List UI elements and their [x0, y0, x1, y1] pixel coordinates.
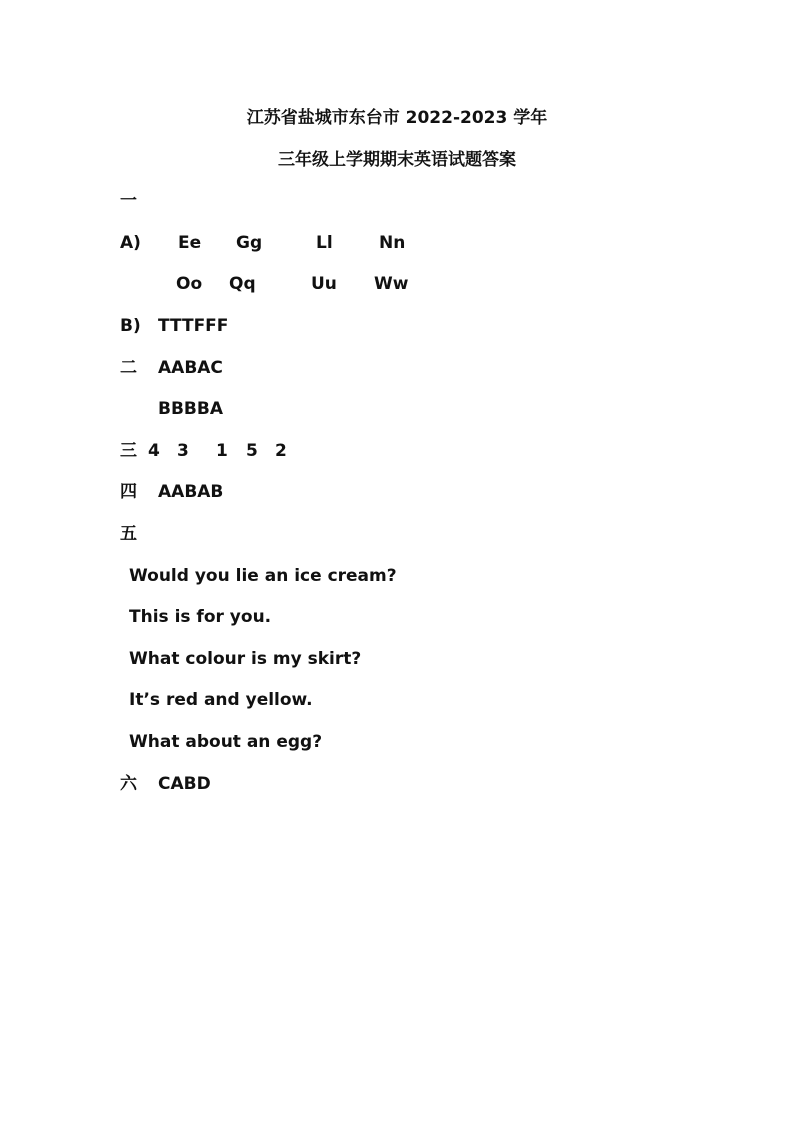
section-5-sentence: What colour is my skirt?: [129, 649, 362, 669]
section-5-label: 五: [120, 524, 137, 544]
section-5-sentence: It’s red and yellow.: [129, 690, 313, 710]
letter-pair: Uu: [311, 274, 337, 294]
section-5-sentence: Would you lie an ice cream?: [129, 566, 397, 586]
letter-pair: Nn: [379, 233, 406, 253]
order-number: 1: [216, 441, 228, 461]
letter-pair: Gg: [236, 233, 263, 253]
order-number: 2: [275, 441, 287, 461]
order-number: 3: [177, 441, 189, 461]
section-2-answer-line-2: BBBBA: [158, 399, 223, 419]
order-number: 4: [148, 441, 160, 461]
section-6-answer: CABD: [158, 774, 211, 794]
section-3-label: 三: [120, 441, 137, 461]
section-6-label: 六: [120, 774, 137, 794]
section-1a-label: A): [120, 233, 141, 253]
section-2-answer-line-1: AABAC: [158, 358, 223, 378]
letter-pair: Ee: [178, 233, 202, 253]
letter-pair: Qq: [229, 274, 256, 294]
section-5-sentence: What about an egg?: [129, 732, 323, 752]
section-1b-label: B): [120, 316, 141, 336]
section-1b-answer: TTTFFF: [158, 316, 229, 336]
section-2-label: 二: [120, 358, 137, 378]
title-line-2: 三年级上学期期末英语试题答案: [278, 150, 516, 170]
section-4-label: 四: [120, 482, 137, 502]
title-line-1: 江苏省盐城市东台市 2022-2023 学年: [246, 108, 548, 128]
section-5-sentence: This is for you.: [129, 607, 272, 627]
letter-pair: Ww: [374, 274, 409, 294]
section-4-answer: AABAB: [158, 482, 224, 502]
letter-pair: Ll: [316, 233, 333, 253]
order-number: 5: [246, 441, 258, 461]
letter-pair: Oo: [176, 274, 203, 294]
section-1-label: 一: [120, 191, 137, 211]
